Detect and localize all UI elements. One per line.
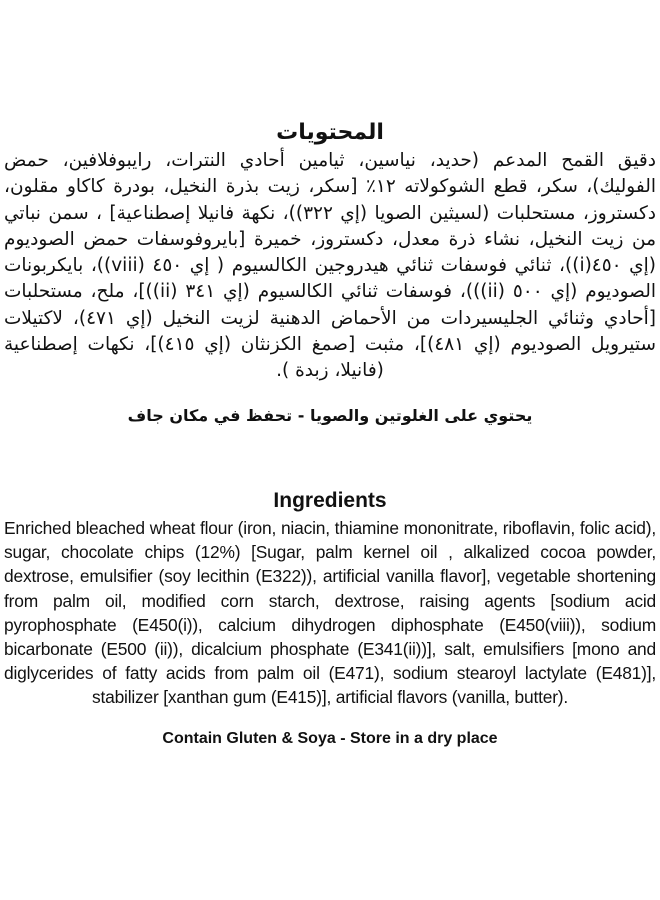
english-ingredients-list: Enriched bleached wheat flour (iron, niacin, thiamine mononitrate, riboflavin, folic acid), sugar, chocolate chips (12%) [Sugar, palm kernel oil , alkalized cocoa powder, dextrose, emulsifier (soy lecithin (E322)), artificial vanilla flavor], vegetable shortening from palm oil, modified corn starch, dextrose, raising agents [sodium acid pyrophosphate (E450(i)), calcium dihydrogen diphosphate (E450(viii)), sodium bicarbonate (E500 (ii)), dicalcium phosphate (E341(ii))], salt, emulsifiers [mono and diglycerides of fatty acids from palm oil (E471), sodium stearoyl lactylate (E481)], stabilizer [xanthan gum (E415)], artificial flavors (vanilla, butter). <box>4 518 656 708</box>
english-ingredients-section <box>4 486 656 750</box>
arabic-ingredients-section <box>4 118 656 427</box>
arabic-allergen-storage-note: يحتوي على الغلوتين والصويا - تحفظ في مكان جاف <box>127 405 533 425</box>
english-allergen-storage-note: Contain Gluten & Soya - Store in a dry place <box>162 729 498 747</box>
arabic-ingredients-list: دقيق القمح المدعم (حديد، نياسين، ثيامين أحادي النترات، رايبوفلافين، حمض الفوليك)، سكر، قطع الشوكولاته ١٢٪ [سكر، زيت بذرة النخيل، بودرة كاكاو مقلون، دكستروز، مستحلبات (لسيثين الصويا (إي ٣٢٢))، نكهة فانيلا إصطناعية] ، سمن نباتي من زيت النخيل، نشاء ذرة معدل، دكستروز، خميرة [بايروفوسفات حمض الصوديوم (إي ٤٥٠(i))، ثنائي فوسفات ثنائي هيدروجين الكالسيوم ( إي ٤٥٠ (viii))، بايكربونات الصوديوم (إي ٥٠٠ (ii)))، فوسفات ثنائي الكالسيوم (إي ٣٤١ (ii))]، ملح، مستحلبات [أحادي وثنائي الجليسيردات من الأحماض الدهنية لزيت النخيل (إي ٤٧١)، لاكتيلات ستيرويل الصوديوم (إي ٤٨١)]، مثبت [صمغ الكزنثان (إي ٤١٥)]، نكهات إصطناعية (فانيلا، زبدة ). <box>4 150 657 382</box>
english-ingredients-title: Ingredients <box>273 489 387 512</box>
arabic-ingredients-title: المحتويات <box>276 120 384 145</box>
